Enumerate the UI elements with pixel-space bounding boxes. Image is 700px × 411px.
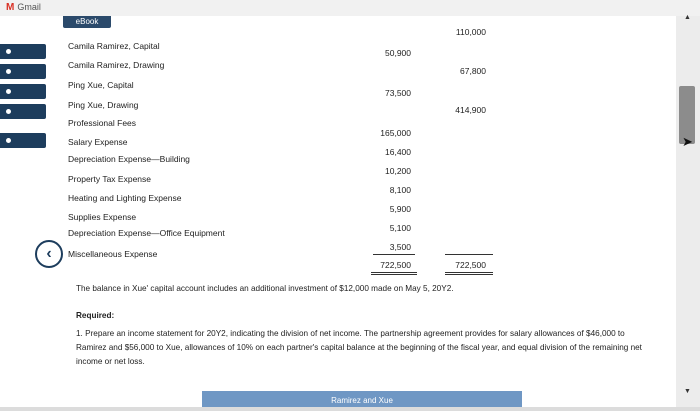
account-label: Property Tax Expense (68, 174, 151, 184)
account-label: Camila Ramirez, Drawing (68, 60, 165, 70)
debit-amount: 10,200 (385, 166, 411, 176)
account-label: Ping Xue, Drawing (68, 100, 139, 110)
back-button[interactable] (35, 240, 63, 268)
requirement-1-text: 1. Prepare an income statement for 20Y2, indicating the division of net income. The partnership agreement provides for salary allowances of $46,000 to Ramirez and $56,000 to Xue, allowances of 10% on each partner's capital balance at the beginning of the fiscal year, and equal division of the remaining net income or net loss. (76, 329, 642, 366)
debit-amount: 50,900 (385, 48, 411, 58)
vertical-scrollbar[interactable] (676, 16, 700, 407)
credit-amount: 67,800 (460, 66, 486, 76)
rail-item-5[interactable] (0, 133, 46, 148)
rail-item-1[interactable] (0, 44, 46, 59)
debit-double-underline (371, 272, 417, 275)
gmail-logo[interactable] (6, 2, 41, 13)
debit-amount: 73,500 (385, 88, 411, 98)
account-label: Heating and Lighting Expense (68, 193, 182, 203)
debit-amount: 8,100 (389, 185, 411, 195)
account-label: Supplies Expense (68, 212, 137, 222)
credit-double-underline (445, 272, 493, 275)
gmail-label: Gmail (17, 2, 41, 12)
debit-amount: 16,400 (385, 147, 411, 157)
rail-item-3[interactable] (0, 84, 46, 99)
account-label: Camila Ramirez, Capital (68, 41, 160, 51)
rail-dot-icon (6, 49, 11, 54)
debit-amount: 5,900 (389, 204, 411, 214)
left-rail (0, 16, 48, 407)
debit-amount: 165,000 (380, 128, 411, 138)
account-label: Ping Xue, Capital (68, 80, 134, 90)
debit-amount: 3,500 (389, 242, 411, 252)
credit-total: 722,500 (455, 260, 486, 270)
account-label: Depreciation Expense—Office Equipment (68, 228, 225, 238)
account-label: Professional Fees (68, 118, 137, 128)
rail-item-2[interactable] (0, 64, 46, 79)
account-label: Salary Expense (68, 137, 128, 147)
scroll-up-arrow-icon[interactable]: ▲ (684, 14, 691, 21)
gmail-m-icon: M (6, 2, 15, 13)
rail-item-4[interactable] (0, 104, 46, 119)
tab-ramirez-and-xue[interactable]: Ramirez and Xue (202, 391, 522, 407)
rail-dot-icon (6, 138, 11, 143)
debit-total: 722,500 (380, 260, 411, 270)
debit-amount: 5,100 (389, 223, 411, 233)
ebook-tab[interactable]: eBook (63, 16, 111, 28)
debit-underline (373, 254, 415, 255)
capital-note: The balance in Xue' capital account includes an additional investment of $12,000 made on May 5, 20Y2. (76, 284, 454, 293)
rail-dot-icon (6, 109, 11, 114)
browser-top-bar (0, 0, 700, 17)
rail-dot-icon (6, 89, 11, 94)
mouse-cursor-icon: ➤ (682, 134, 693, 149)
scroll-down-arrow-icon[interactable]: ▼ (684, 388, 691, 395)
credit-underline (445, 254, 493, 255)
account-label: Depreciation Expense—Building (68, 154, 190, 164)
chevron-left-icon: ‹ (46, 245, 52, 262)
rail-dot-icon (6, 69, 11, 74)
required-heading: Required: (76, 311, 115, 320)
credit-amount: 414,900 (455, 105, 486, 115)
ebook-content (48, 16, 676, 407)
account-label: Miscellaneous Expense (68, 249, 158, 259)
credit-amount: 110,000 (455, 27, 486, 37)
